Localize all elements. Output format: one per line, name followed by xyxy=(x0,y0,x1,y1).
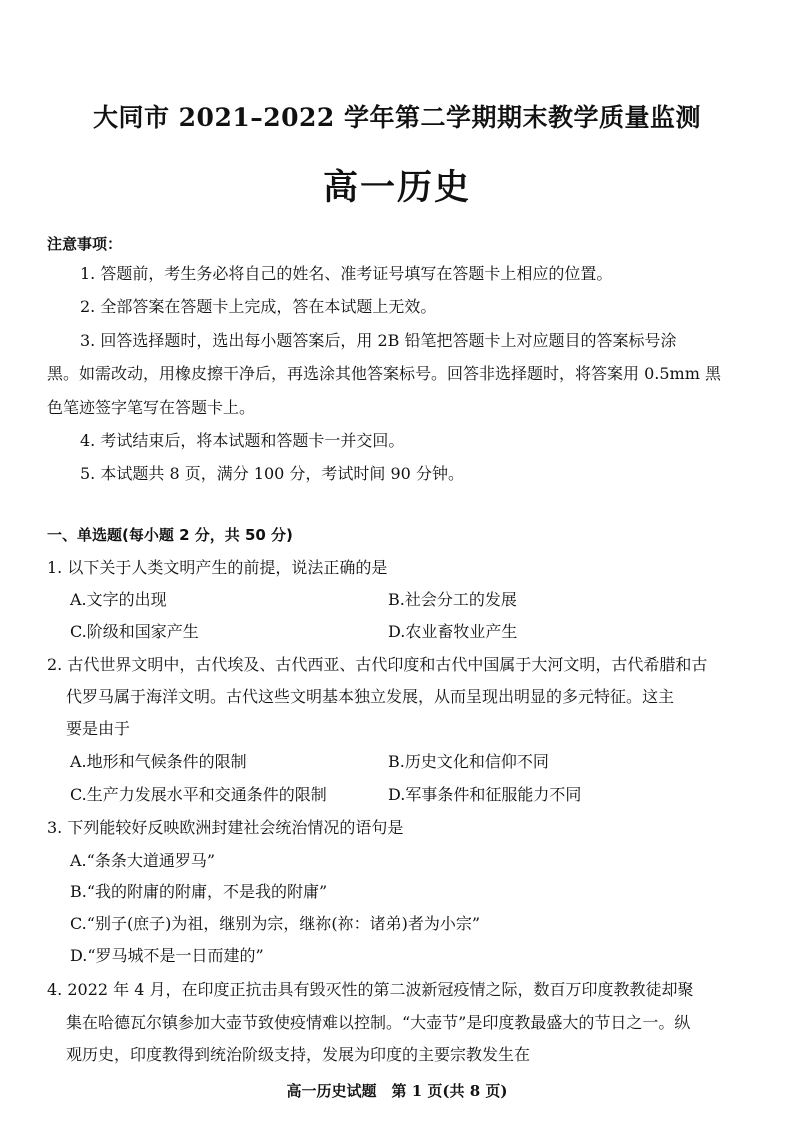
note-item: 5. 本试题共 8 页，满分 100 分，考试时间 90 分钟。 xyxy=(80,464,464,483)
option-b: B.历史文化和信仰不同 xyxy=(388,752,549,771)
question-stem: 观历史，印度教得到统治阶级支持，发展为印度的主要宗教发生在 xyxy=(66,1045,531,1064)
note-item: 4. 考试结束后，将本试题和答题卡一并交回。 xyxy=(80,431,405,450)
option-a: A.文字的出现 xyxy=(70,590,167,609)
option-a: A.“条条大道通罗马” xyxy=(70,851,216,870)
note-item: 1. 答题前，考生务必将自己的姓名、准考证号填写在答题卡上相应的位置。 xyxy=(80,264,613,283)
option-c: C.阶级和国家产生 xyxy=(70,622,199,641)
option-a: A.地形和气候条件的限制 xyxy=(70,752,247,771)
option-c: C.生产力发展水平和交通条件的限制 xyxy=(70,785,327,804)
question-stem: 代罗马属于海洋文明。古代这些文明基本独立发展，从而呈现出明显的多元特征。这主 xyxy=(66,687,675,706)
question-stem: 1. 以下关于人类文明产生的前提，说法正确的是 xyxy=(47,558,388,577)
question-stem: 2. 古代世界文明中，古代埃及、古代西亚、古代印度和古代中国属于大河文明，古代希腊和古 xyxy=(47,655,708,674)
option-b: B.社会分工的发展 xyxy=(388,590,517,609)
option-d: D.“罗马城不是一日而建的” xyxy=(70,946,264,965)
notes-heading: 注意事项： xyxy=(47,235,123,253)
question-stem: 要是由于 xyxy=(66,719,131,738)
note-item: 2. 全部答案在答题卡上完成，答在本试题上无效。 xyxy=(80,297,437,316)
question-stem: 3. 下列能较好反映欧洲封建社会统治情况的语句是 xyxy=(47,818,404,837)
subject-title: 高一历史 xyxy=(322,167,471,208)
option-c: C.“别子(庶子)为祖，继别为宗，继祢(祢：诸弟)者为小宗” xyxy=(70,914,481,933)
note-item: 3. 回答选择题时，选出每小题答案后，用 2B 铅笔把答题卡上对应题目的答案标号涂 xyxy=(80,331,677,350)
option-d: D.军事条件和征服能力不同 xyxy=(388,785,582,804)
option-b: B.“我的附庸的附庸，不是我的附庸” xyxy=(70,882,328,901)
option-d: D.农业畜牧业产生 xyxy=(388,622,518,641)
question-stem: 4. 2022 年 4 月，在印度正抗击具有毁灭性的第二波新冠疫情之际，数百万印度教教徒却聚 xyxy=(47,980,694,999)
section-heading: 一、单选题(每小题 2 分，共 50 分) xyxy=(47,526,293,544)
question-stem: 集在哈德瓦尔镇参加大壶节致使疫情难以控制。“大壶节”是印度教最盛大的节日之一。纵 xyxy=(66,1013,691,1032)
note-item: 黑。如需改动，用橡皮擦干净后，再选涂其他答案标号。回答非选择题时，将答案用 0.5mm 黑 xyxy=(47,364,721,383)
note-item: 色笔迹签字笔写在答题卡上。 xyxy=(47,398,256,417)
exam-title: 大同市 2021–2022 学年第二学期期末教学质量监测 xyxy=(92,103,702,132)
page-footer: 高一历史试题 第 1 页(共 8 页) xyxy=(286,1082,508,1100)
